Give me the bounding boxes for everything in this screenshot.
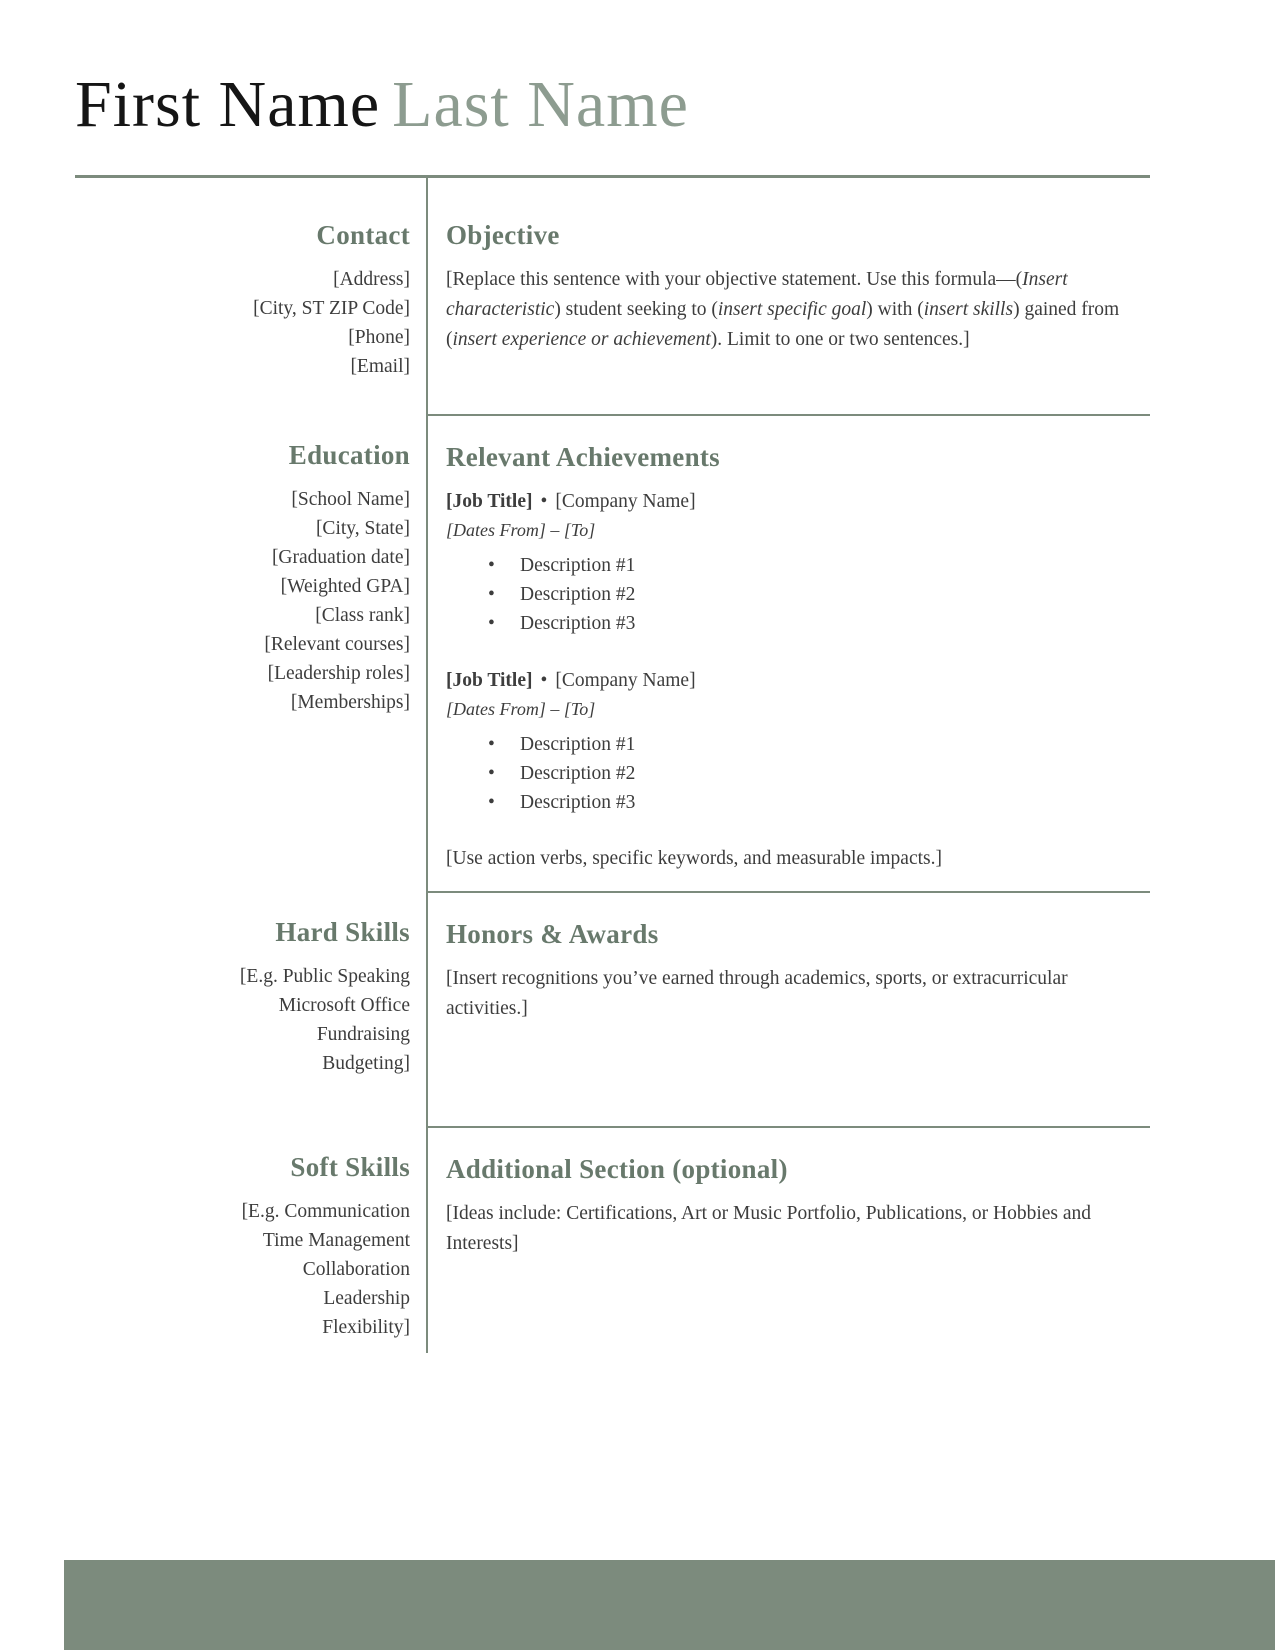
job-entry bbox=[446, 666, 1150, 817]
education-line: [School Name] bbox=[291, 489, 410, 511]
education-line: [Memberships] bbox=[290, 692, 410, 714]
soft-skills-line: Flexibility] bbox=[322, 1317, 410, 1339]
contact-line: [Address] bbox=[333, 269, 410, 291]
resume-content bbox=[75, 70, 1150, 1353]
contact-line: [Phone] bbox=[348, 327, 410, 349]
job-bullet-text: Description #2 bbox=[520, 584, 636, 606]
job-bullets bbox=[446, 730, 1150, 817]
last-name: Last Name bbox=[392, 68, 689, 141]
achievements-section bbox=[428, 414, 1150, 891]
education-line: [Weighted GPA] bbox=[280, 576, 410, 598]
honors-section bbox=[428, 891, 1150, 1126]
education-line: [Graduation date] bbox=[271, 547, 410, 569]
job-dates: [Dates From] – [To] bbox=[446, 520, 596, 541]
bullet-icon: • bbox=[488, 734, 495, 756]
job-company: [Company Name] bbox=[555, 491, 696, 513]
job-bullet-item bbox=[446, 730, 1150, 759]
hard-skills-section bbox=[75, 891, 428, 1126]
additional-heading: Additional Section (optional) bbox=[446, 1154, 788, 1185]
additional-body: [Ideas include: Certifications, Art or Music Portfolio, Publications, or Hobbies and Interests] bbox=[446, 1203, 1092, 1255]
job-bullets bbox=[446, 551, 1150, 638]
hard-skills-line: Fundraising bbox=[316, 1024, 410, 1046]
job-bullet-text: Description #1 bbox=[520, 555, 636, 577]
job-bullet-item bbox=[446, 609, 1150, 638]
hard-skills-line: Microsoft Office bbox=[278, 995, 410, 1017]
job-bullet-text: Description #3 bbox=[520, 613, 636, 635]
job-title: [Job Title] bbox=[446, 491, 533, 513]
job-bullet-text: Description #3 bbox=[520, 792, 636, 814]
soft-skills-line: Collaboration bbox=[302, 1259, 410, 1281]
hard-skills-line: [E.g. Public Speaking bbox=[239, 966, 410, 988]
bullet-icon: • bbox=[488, 584, 495, 606]
job-bullet-item bbox=[446, 551, 1150, 580]
contact-line: [Email] bbox=[350, 356, 410, 378]
hard-skills-heading: Hard Skills bbox=[275, 917, 410, 948]
job-entry bbox=[446, 487, 1150, 638]
objective-body: [Replace this sentence with your objective statement. Use this formula—(Insert characteristic) student seeking to (insert specific goal) with (insert skills) gained from (insert experience or achievement). Limit to one or two sentences.] bbox=[446, 269, 1120, 351]
first-name: First Name bbox=[75, 68, 381, 141]
education-lines bbox=[75, 485, 410, 717]
hard-skills-lines bbox=[75, 962, 410, 1078]
job-title-line bbox=[446, 666, 1150, 696]
job-bullet-item bbox=[446, 788, 1150, 817]
education-line: [Relevant courses] bbox=[264, 634, 410, 656]
job-separator: • bbox=[540, 491, 548, 513]
job-bullet-text: Description #2 bbox=[520, 763, 636, 785]
bullet-icon: • bbox=[488, 792, 495, 814]
education-line: [Leadership roles] bbox=[267, 663, 410, 685]
job-title: [Job Title] bbox=[446, 670, 533, 692]
job-bullet-item bbox=[446, 759, 1150, 788]
job-dates: [Dates From] – [To] bbox=[446, 699, 596, 720]
job-bullet-text: Description #1 bbox=[520, 734, 636, 756]
soft-skills-lines bbox=[75, 1197, 410, 1342]
soft-skills-line: [E.g. Communication bbox=[241, 1201, 410, 1223]
soft-skills-section bbox=[75, 1126, 428, 1353]
job-title-line bbox=[446, 487, 1150, 517]
objective-heading: Objective bbox=[446, 220, 560, 251]
objective-section bbox=[428, 178, 1150, 414]
bullet-icon: • bbox=[488, 763, 495, 785]
contact-heading: Contact bbox=[316, 220, 410, 251]
education-section bbox=[75, 414, 428, 891]
soft-skills-line: Leadership bbox=[323, 1288, 410, 1310]
two-column-layout bbox=[75, 178, 1150, 1353]
footer-band bbox=[64, 1560, 1275, 1650]
job-company: [Company Name] bbox=[555, 670, 696, 692]
contact-line: [City, ST ZIP Code] bbox=[253, 298, 410, 320]
education-line: [City, State] bbox=[315, 518, 410, 540]
education-heading: Education bbox=[288, 440, 410, 471]
achievements-note: [Use action verbs, specific keywords, and measurable impacts.] bbox=[446, 848, 942, 870]
bullet-icon: • bbox=[488, 613, 495, 635]
job-bullet-item bbox=[446, 580, 1150, 609]
education-line: [Class rank] bbox=[315, 605, 410, 627]
bullet-icon: • bbox=[488, 555, 495, 577]
soft-skills-heading: Soft Skills bbox=[290, 1152, 410, 1183]
page-title bbox=[75, 70, 1150, 139]
hard-skills-line: Budgeting] bbox=[322, 1053, 410, 1075]
achievements-heading: Relevant Achievements bbox=[446, 442, 720, 473]
contact-section bbox=[75, 178, 428, 414]
honors-body: [Insert recognitions you’ve earned through academics, sports, or extracurricular activities.] bbox=[446, 968, 1068, 1020]
honors-heading: Honors & Awards bbox=[446, 919, 659, 950]
soft-skills-line: Time Management bbox=[262, 1230, 410, 1252]
job-separator: • bbox=[540, 670, 548, 692]
contact-lines bbox=[75, 265, 410, 381]
additional-section bbox=[428, 1126, 1150, 1353]
